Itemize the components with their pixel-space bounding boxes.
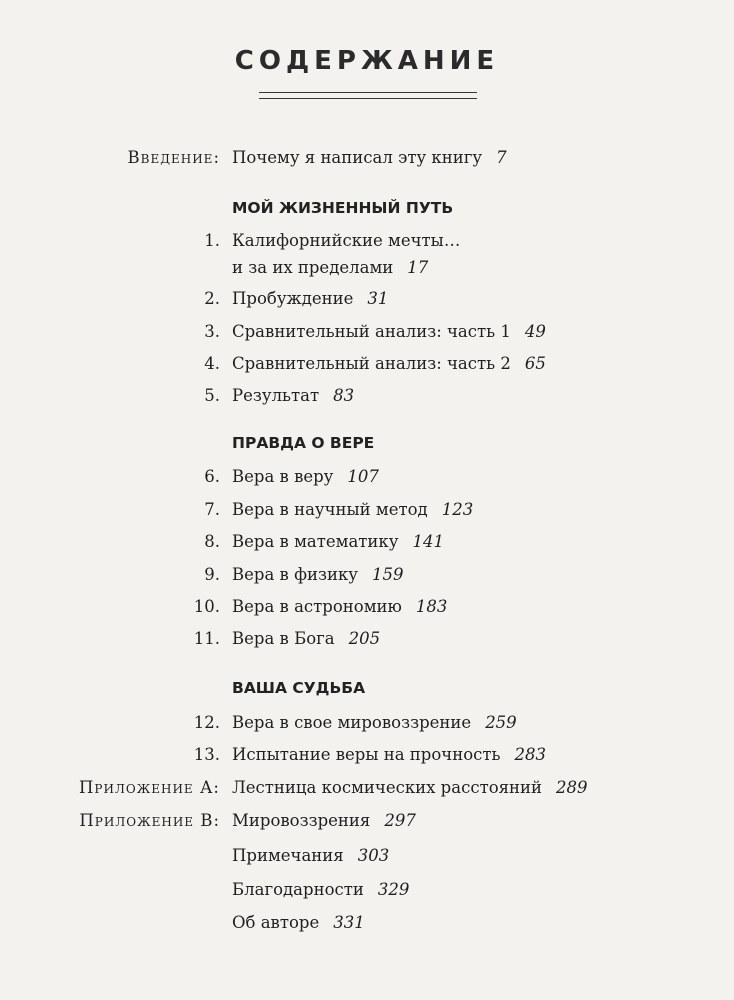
chapter-number: 10. [193,597,220,616]
entry-title: Сравнительный анализ: часть 1 [232,322,511,341]
chapter-entry-continued[interactable] [232,258,428,278]
entry-page: 141 [412,532,444,551]
entry-page: 159 [372,565,404,584]
section-heading: ПРАВДА О ВЕРЕ [232,434,375,452]
entry-title: Вера в научный метод [232,500,428,519]
entry-page: 297 [384,811,416,830]
intro-entry[interactable] [232,148,507,168]
chapter-number: 13. [193,745,220,764]
entry-title: Примечания [232,846,344,865]
entry-title: Благодарности [232,880,364,899]
chapter-number: 12. [193,713,220,732]
entry-title: Испытание веры на прочность [232,745,501,764]
section-heading: МОЙ ЖИЗНЕННЫЙ ПУТЬ [232,199,454,217]
entry-title: Вера в физику [232,565,358,584]
chapter-number: 7. [204,500,220,519]
entry-title: Сравнительный анализ: часть 2 [232,354,511,373]
entry-title: Мировоззрения [232,811,371,830]
entry-page: 183 [415,597,448,616]
chapter-entry[interactable] [232,322,546,342]
chapter-number: 6. [204,467,220,486]
chapter-number: 8. [204,532,220,551]
entry-page: 31 [367,289,389,308]
entry-title: Результат [232,386,320,405]
appendix-entry[interactable] [232,811,416,831]
appendix-entry[interactable] [232,778,588,798]
title-rule-bottom [259,98,477,99]
entry-page: 259 [485,713,517,732]
chapter-entry[interactable] [232,289,388,309]
back-matter-entry[interactable] [232,913,365,933]
page-title: СОДЕРЖАНИЕ [234,46,500,76]
back-matter-entry[interactable] [232,880,409,900]
entry-title: Вера в астрономию [232,597,402,616]
entry-page: 303 [357,846,390,865]
entry-title: Калифорнийские мечты… [232,231,461,250]
chapter-number: 9. [204,565,220,584]
appendix-label: Приложение А: [78,778,220,797]
entry-title: Почему я написал эту книгу [232,148,483,167]
entry-page: 329 [377,880,410,899]
chapter-entry[interactable] [232,629,380,649]
chapter-entry[interactable] [232,745,546,765]
section-heading: ВАША СУДЬБА [232,679,366,697]
chapter-entry[interactable] [232,500,473,520]
entry-page: 283 [514,745,546,764]
entry-title-continued: и за их пределами [232,258,394,277]
chapter-entry[interactable] [232,597,447,617]
chapter-entry[interactable] [232,354,546,374]
entry-page: 7 [496,148,507,167]
chapter-entry[interactable] [232,713,517,733]
entry-page: 123 [441,500,474,519]
entry-page: 289 [556,778,588,797]
chapter-entry[interactable] [232,565,404,585]
chapter-number: 4. [204,354,220,373]
entry-title: Вера в веру [232,467,334,486]
entry-title: Об авторе [232,913,320,932]
appendix-label: Приложение В: [79,811,220,830]
chapter-number: 3. [204,322,220,341]
entry-page: 49 [524,322,546,341]
entry-title: Вера в Бога [232,629,335,648]
entry-page: 107 [347,467,379,486]
entry-page: 205 [348,629,381,648]
intro-label: Введение: [127,148,220,167]
chapter-number: 1. [204,231,220,250]
entry-page: 17 [407,258,429,277]
entry-page: 65 [524,354,546,373]
entry-title: Лестница космических расстояний [232,778,543,797]
chapter-entry[interactable] [232,231,460,251]
chapter-number: 11. [193,629,220,648]
chapter-entry[interactable] [232,467,379,487]
entry-title: Вера в свое мировоззрение [232,713,472,732]
chapter-entry[interactable] [232,386,354,406]
title-rule-top [259,92,477,93]
entry-page: 331 [333,913,365,932]
chapter-number: 2. [204,289,220,308]
entry-page: 83 [333,386,355,405]
entry-title: Вера в математику [232,532,399,551]
back-matter-entry[interactable] [232,846,389,866]
chapter-entry[interactable] [232,532,444,552]
entry-title: Пробуждение [232,289,354,308]
chapter-number: 5. [204,386,220,405]
